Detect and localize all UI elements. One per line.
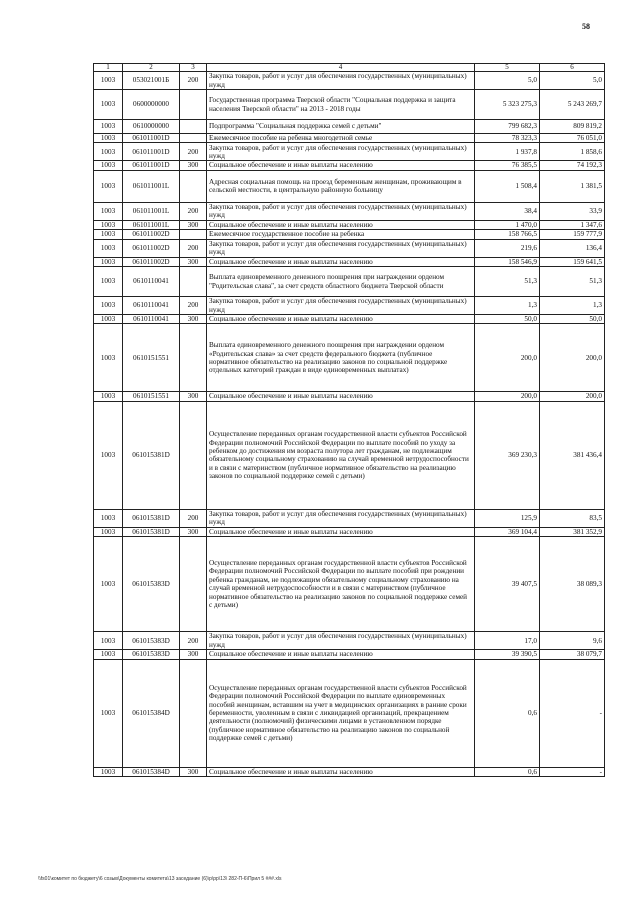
- table-row: [94, 230, 605, 239]
- code-cell: 053021001Б: [123, 72, 180, 90]
- amount-2016-cell: 5 323 275,3: [475, 90, 540, 120]
- amount-2016-cell: 1,3: [475, 297, 540, 315]
- table-row: [94, 527, 605, 536]
- name-cell: Выплата единовременного денежного поощрения при награждении орденом «Родительская слава» за счет средств федерального бюджета (публичное нормативное обязательство на реализацию законов по социальной поддержке отдельных категорий граждан в виде единовременных выплатах): [207, 324, 475, 392]
- amount-2017-cell: -: [540, 767, 605, 776]
- section-cell: 1003: [94, 257, 123, 266]
- amount-2016-cell: 369 104,4: [475, 527, 540, 536]
- table-row: [94, 315, 605, 324]
- table-row: [94, 143, 605, 161]
- code-cell: 061015381D: [123, 509, 180, 527]
- name-cell: Подпрограмма "Социальная поддержка семей с детьми": [207, 120, 475, 134]
- type-cell: [180, 230, 207, 239]
- section-cell: 1003: [94, 297, 123, 315]
- code-cell: 061015381D: [123, 401, 180, 509]
- name-cell: Выплата единовременного денежного поощрения при награждении орденом "Родительская слава", за счет средств областного бюджета Тверской области: [207, 267, 475, 297]
- type-cell: 300: [180, 392, 207, 401]
- section-cell: 1003: [94, 527, 123, 536]
- amount-2017-cell: 50,0: [540, 315, 605, 324]
- name-cell: Закупка товаров, работ и услуг для обеспечения государственных (муниципальных) нужд: [207, 297, 475, 315]
- name-cell: Социальное обеспечение и иные выплаты населению: [207, 161, 475, 170]
- name-cell: Государственная программа Тверской области "Социальная поддержка и защита населения Тверской области" на 2013 - 2018 годы: [207, 90, 475, 120]
- section-cell: 1003: [94, 315, 123, 324]
- section-cell: 1003: [94, 632, 123, 650]
- file-path-footer: \\fs01\комитет по бюджету\6 созыв\Документы комитета\13 заседание (6)\р\рр\13\ 282-П-6\Прил 5 ###.xls: [38, 876, 282, 882]
- code-cell: 061011001D: [123, 161, 180, 170]
- code-cell: 061011001L: [123, 202, 180, 220]
- amount-2017-cell: 5,0: [540, 72, 605, 90]
- table-row: [94, 324, 605, 392]
- code-cell: 061011002D: [123, 230, 180, 239]
- table-row: [94, 509, 605, 527]
- amount-2016-cell: 50,0: [475, 315, 540, 324]
- code-cell: 061011001L: [123, 170, 180, 202]
- section-cell: 1003: [94, 392, 123, 401]
- amount-2016-cell: 200,0: [475, 324, 540, 392]
- name-cell: Закупка товаров, работ и услуг для обеспечения государственных (муниципальных) нужд: [207, 72, 475, 90]
- budget-table: [93, 63, 605, 777]
- header-cell: 1: [94, 64, 123, 72]
- name-cell: Социальное обеспечение и иные выплаты населению: [207, 315, 475, 324]
- amount-2017-cell: -: [540, 659, 605, 767]
- type-cell: 300: [180, 257, 207, 266]
- table-row: [94, 650, 605, 659]
- code-cell: 0610110041: [123, 297, 180, 315]
- amount-2016-cell: 219,6: [475, 239, 540, 257]
- amount-2017-cell: 159 777,9: [540, 230, 605, 239]
- name-cell: Закупка товаров, работ и услуг для обеспечения государственных (муниципальных) нужд: [207, 509, 475, 527]
- section-cell: 1003: [94, 202, 123, 220]
- code-cell: 0610110041: [123, 315, 180, 324]
- table-row: [94, 72, 605, 90]
- amount-2017-cell: 83,5: [540, 509, 605, 527]
- type-cell: [180, 90, 207, 120]
- budget-table-body: [94, 64, 605, 777]
- amount-2017-cell: 381 436,4: [540, 401, 605, 509]
- amount-2017-cell: 200,0: [540, 324, 605, 392]
- type-cell: 300: [180, 315, 207, 324]
- type-cell: [180, 267, 207, 297]
- amount-2016-cell: 1 508,4: [475, 170, 540, 202]
- amount-2017-cell: 33,9: [540, 202, 605, 220]
- type-cell: 200: [180, 297, 207, 315]
- amount-2016-cell: 5,0: [475, 72, 540, 90]
- name-cell: Закупка товаров, работ и услуг для обеспечения государственных (муниципальных) нужд: [207, 202, 475, 220]
- table-row: [94, 161, 605, 170]
- header-cell: 3: [180, 64, 207, 72]
- amount-2017-cell: 74 192,3: [540, 161, 605, 170]
- table-row: [94, 401, 605, 509]
- amount-2017-cell: 809 819,2: [540, 120, 605, 134]
- code-cell: 061015383D: [123, 650, 180, 659]
- table-row: [94, 257, 605, 266]
- code-cell: 061015383D: [123, 537, 180, 632]
- amount-2016-cell: 1 470,0: [475, 220, 540, 229]
- table-row: [94, 202, 605, 220]
- type-cell: [180, 537, 207, 632]
- name-cell: Осуществление переданных органам государственной власти субъектов Российской Федерации полномочий Российской Федерации по выплате единовременных пособий женщинам, вставшим на учет в медицинских организациях в ранние сроки беременности, уволенным в связи с ликвидацией организаций, прекращением деятельности (полномочий) физическими лицами в установленном порядке (публичное нормативное обязательство на реализацию законов по социальной поддержке семей с детьми): [207, 659, 475, 767]
- name-cell: Ежемесячное пособие на ребенка многодетной семье: [207, 134, 475, 143]
- amount-2016-cell: 200,0: [475, 392, 540, 401]
- amount-2016-cell: 158 546,9: [475, 257, 540, 266]
- amount-2016-cell: 39 407,5: [475, 537, 540, 632]
- table-row: [94, 632, 605, 650]
- table-row: [94, 767, 605, 776]
- table-row: [94, 134, 605, 143]
- amount-2016-cell: 799 682,3: [475, 120, 540, 134]
- name-cell: Закупка товаров, работ и услуг для обеспечения государственных (муниципальных) нужд: [207, 632, 475, 650]
- type-cell: 200: [180, 72, 207, 90]
- code-cell: 061015383D: [123, 632, 180, 650]
- section-cell: 1003: [94, 239, 123, 257]
- amount-2017-cell: 1 347,6: [540, 220, 605, 229]
- type-cell: 300: [180, 220, 207, 229]
- header-cell: 4: [207, 64, 475, 72]
- amount-2016-cell: 0,6: [475, 767, 540, 776]
- amount-2016-cell: 17,0: [475, 632, 540, 650]
- type-cell: 300: [180, 650, 207, 659]
- amount-2016-cell: 39 390,5: [475, 650, 540, 659]
- name-cell: Социальное обеспечение и иные выплаты населению: [207, 392, 475, 401]
- section-cell: 1003: [94, 267, 123, 297]
- code-cell: 061011002D: [123, 239, 180, 257]
- section-cell: 1003: [94, 650, 123, 659]
- table-row: [94, 267, 605, 297]
- table-row: [94, 239, 605, 257]
- amount-2017-cell: 381 352,9: [540, 527, 605, 536]
- section-cell: 1003: [94, 659, 123, 767]
- name-cell: Адресная социальная помощь на проезд беременным женщинам, проживающим в сельской местности, в центральную районную больницу: [207, 170, 475, 202]
- amount-2016-cell: 0,6: [475, 659, 540, 767]
- section-cell: 1003: [94, 537, 123, 632]
- amount-2017-cell: 136,4: [540, 239, 605, 257]
- table-row: [94, 392, 605, 401]
- type-cell: [180, 401, 207, 509]
- section-cell: 1003: [94, 509, 123, 527]
- amount-2016-cell: 158 766,5: [475, 230, 540, 239]
- amount-2017-cell: 200,0: [540, 392, 605, 401]
- amount-2017-cell: 5 243 269,7: [540, 90, 605, 120]
- amount-2016-cell: 78 323,3: [475, 134, 540, 143]
- section-cell: 1003: [94, 72, 123, 90]
- amount-2016-cell: 1 937,8: [475, 143, 540, 161]
- amount-2017-cell: 38 089,3: [540, 537, 605, 632]
- amount-2016-cell: 369 230,3: [475, 401, 540, 509]
- table-row: [94, 220, 605, 229]
- amount-2017-cell: 1 381,5: [540, 170, 605, 202]
- name-cell: Осуществление переданных органам государственной власти субъектов Российской Федерации полномочий Российской Федерации по выплате пособий при рождении ребенка гражданам, не подлежащим обязательному социальному страхованию на случай временной нетрудоспособности и в связи с материнством (публичное нормативное обязательство на реализацию законов по социальной поддержке семей с детьми): [207, 537, 475, 632]
- section-cell: 1003: [94, 134, 123, 143]
- header-cell: 5: [475, 64, 540, 72]
- amount-2017-cell: 1 858,6: [540, 143, 605, 161]
- section-cell: 1003: [94, 767, 123, 776]
- code-cell: 0610110041: [123, 267, 180, 297]
- table-row: [94, 659, 605, 767]
- type-cell: 200: [180, 202, 207, 220]
- section-cell: 1003: [94, 120, 123, 134]
- header-row: [94, 64, 605, 72]
- code-cell: 061011001D: [123, 134, 180, 143]
- type-cell: [180, 120, 207, 134]
- code-cell: 0610151551: [123, 392, 180, 401]
- code-cell: 061015384D: [123, 767, 180, 776]
- amount-2017-cell: 9,6: [540, 632, 605, 650]
- section-cell: 1003: [94, 220, 123, 229]
- name-cell: Социальное обеспечение и иные выплаты населению: [207, 650, 475, 659]
- section-cell: 1003: [94, 230, 123, 239]
- amount-2017-cell: 38 079,7: [540, 650, 605, 659]
- amount-2017-cell: 76 051,0: [540, 134, 605, 143]
- type-cell: 300: [180, 527, 207, 536]
- name-cell: Социальное обеспечение и иные выплаты населению: [207, 220, 475, 229]
- name-cell: Социальное обеспечение и иные выплаты населению: [207, 767, 475, 776]
- type-cell: [180, 134, 207, 143]
- code-cell: 061015381D: [123, 527, 180, 536]
- amount-2016-cell: 125,9: [475, 509, 540, 527]
- type-cell: [180, 170, 207, 202]
- type-cell: 200: [180, 143, 207, 161]
- section-cell: 1003: [94, 170, 123, 202]
- code-cell: 061011001D: [123, 143, 180, 161]
- name-cell: Социальное обеспечение и иные выплаты населению: [207, 257, 475, 266]
- table-row: [94, 170, 605, 202]
- page-number: 58: [582, 22, 590, 31]
- code-cell: 0600000000: [123, 90, 180, 120]
- table-row: [94, 537, 605, 632]
- type-cell: 300: [180, 161, 207, 170]
- type-cell: [180, 324, 207, 392]
- code-cell: 0610000000: [123, 120, 180, 134]
- type-cell: 200: [180, 509, 207, 527]
- name-cell: Социальное обеспечение и иные выплаты населению: [207, 527, 475, 536]
- table-row: [94, 120, 605, 134]
- amount-2016-cell: 38,4: [475, 202, 540, 220]
- type-cell: [180, 659, 207, 767]
- type-cell: 200: [180, 239, 207, 257]
- section-cell: 1003: [94, 401, 123, 509]
- header-cell: 2: [123, 64, 180, 72]
- section-cell: 1003: [94, 324, 123, 392]
- code-cell: 061011002D: [123, 257, 180, 266]
- section-cell: 1003: [94, 143, 123, 161]
- name-cell: Закупка товаров, работ и услуг для обеспечения государственных (муниципальных) нужд: [207, 143, 475, 161]
- code-cell: 0610151551: [123, 324, 180, 392]
- table-row: [94, 297, 605, 315]
- amount-2016-cell: 51,3: [475, 267, 540, 297]
- code-cell: 061011001L: [123, 220, 180, 229]
- section-cell: 1003: [94, 90, 123, 120]
- type-cell: 300: [180, 767, 207, 776]
- amount-2017-cell: 1,3: [540, 297, 605, 315]
- name-cell: Ежемесячное государственное пособие на ребенка: [207, 230, 475, 239]
- amount-2016-cell: 76 385,5: [475, 161, 540, 170]
- name-cell: Осуществление переданных органам государственной власти субъектов Российской Федерации полномочий Российской Федерации по выплате пособий по уходу за ребенком до достижения им возраста полутора лет гражданам, не подлежащим обязательному социальному страхованию на случай временной нетрудоспособности и в связи с материнством (публичное нормативное обязательство на реализацию законов по социальной поддержке семей с детьми): [207, 401, 475, 509]
- amount-2017-cell: 51,3: [540, 267, 605, 297]
- type-cell: 200: [180, 632, 207, 650]
- section-cell: 1003: [94, 161, 123, 170]
- name-cell: Закупка товаров, работ и услуг для обеспечения государственных (муниципальных) нужд: [207, 239, 475, 257]
- table-row: [94, 90, 605, 120]
- amount-2017-cell: 159 641,5: [540, 257, 605, 266]
- header-cell: 6: [540, 64, 605, 72]
- code-cell: 061015384D: [123, 659, 180, 767]
